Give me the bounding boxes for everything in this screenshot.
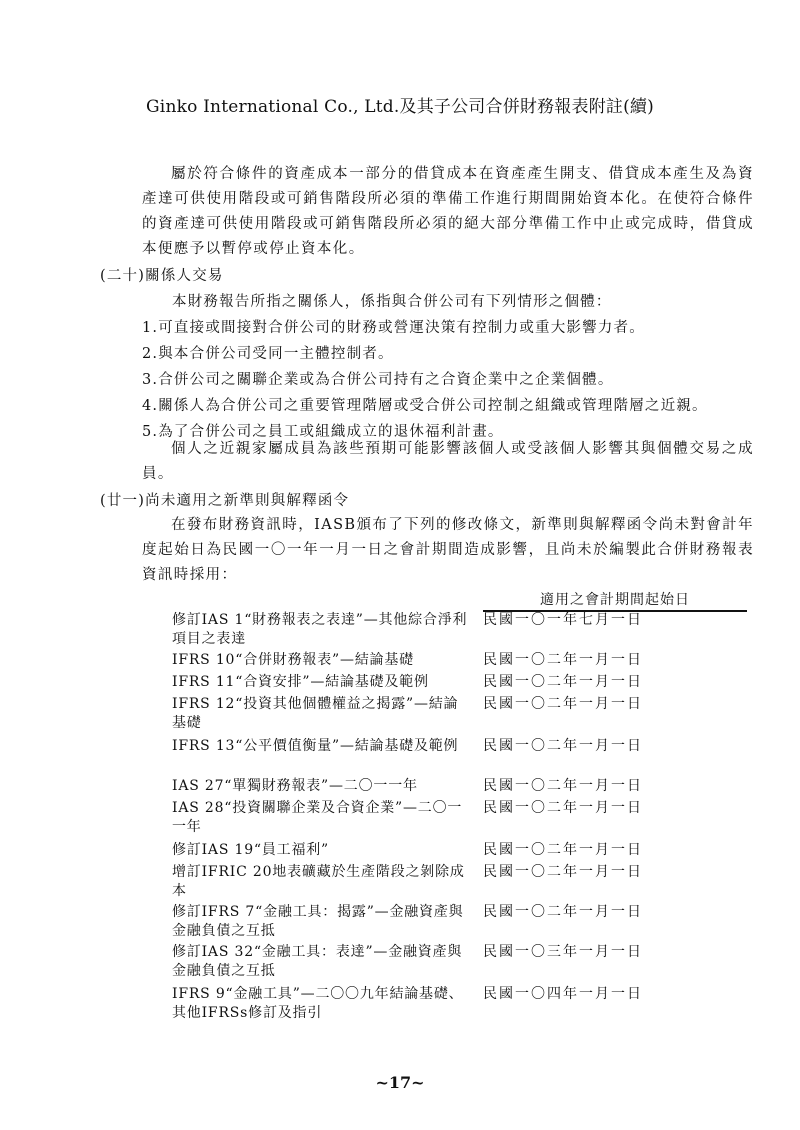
page-number: ~17~ xyxy=(375,1073,425,1092)
section-21-intro: 在發布財務資訊時，IASB頒布了下列的修改條文，新準則與解釋函令尚未對會計年度起始日為民國一〇一年一月一日之會計期間造成影響，且尚未於編製此合併財務報表資訊時採用： xyxy=(142,517,754,583)
effective-date: 民國一〇四年一月一日 xyxy=(483,986,643,1002)
standard-name: 修訂IAS 32“金融工具：表達”—金融資產與金融負債之互抵 xyxy=(172,944,463,979)
borrowing-cost-paragraph: 屬於符合條件的資產成本一部分的借貸成本在資產產生開支、借貸成本產生及為資產達可供使用階段或可銷售階段所必須的準備工作進行期間開始資本化。在使符合條件的資產達可供使用階段或可銷售階段所必須的絕大部分準備工作中止或完成時，借貸成本便應予以暫停或停止資本化。 xyxy=(142,166,754,257)
standard-name: IFRS 9“金融工具”—二〇〇九年結論基礎、其他IFRSs修訂及指引 xyxy=(172,986,464,1021)
standard-name: 增訂IFRIC 20地表礦藏於生產階段之剝除成本 xyxy=(172,864,465,899)
related-party-item-2: 2.與本合併公司受同一主體控制者。 xyxy=(142,346,394,362)
standard-name: IFRS 11“合資安排”—結論基礎及範例 xyxy=(172,674,429,690)
table-header-effective-date: 適用之會計期間起始日 xyxy=(483,589,747,612)
standard-name: IFRS 10“合併財務報表”—結論基礎 xyxy=(172,652,414,668)
related-party-item-5: 5.為了合併公司之員工或組織成立的退休福利計畫。 xyxy=(142,424,504,440)
page-title: Ginko International Co., Ltd.及其子公司合併財務報表附註(續) xyxy=(146,97,654,117)
standard-name: 修訂IAS 19“員工福利” xyxy=(172,842,330,858)
section-20-closing: 個人之近親家屬成員為該些預期可能影響該個人或受該個人影響其與個體交易之成員。 xyxy=(142,441,754,482)
standard-name: IFRS 13“公平價值衡量”—結論基礎及範例 xyxy=(172,738,459,754)
standard-name: 修訂IAS 1“財務報表之表達”—其他綜合淨利項目之表達 xyxy=(172,612,468,647)
effective-date: 民國一〇二年一月一日 xyxy=(483,738,643,754)
standard-name: IAS 27“單獨財務報表”—二〇一一年 xyxy=(172,778,418,794)
effective-date: 民國一〇二年一月一日 xyxy=(483,904,643,920)
related-party-item-3: 3.合併公司之關聯企業或為合併公司持有之合資企業中之企業個體。 xyxy=(142,372,614,388)
standard-name: 修訂IFRS 7“金融工具：揭露”—金融資產與金融負債之互抵 xyxy=(172,904,464,939)
section-21-heading: (廿一)尚未適用之新準則與解釋函令 xyxy=(100,493,350,509)
standard-name: IAS 28“投資關聯企業及合資企業”—二〇一一年 xyxy=(172,800,463,835)
effective-date: 民國一〇二年一月一日 xyxy=(483,674,643,690)
effective-date: 民國一〇二年一月一日 xyxy=(483,652,643,668)
section-20-intro: 本財務報告所指之關係人，係指與合併公司有下列情形之個體： xyxy=(172,294,612,310)
section-20-heading: (二十)關係人交易 xyxy=(100,268,224,284)
standard-name: IFRS 12“投資其他個體權益之揭露”—結論基礎 xyxy=(172,696,459,731)
effective-date: 民國一〇二年一月一日 xyxy=(483,696,643,712)
related-party-item-1: 1.可直接或間接對合併公司的財務或營運決策有控制力或重大影響力者。 xyxy=(142,320,645,336)
effective-date: 民國一〇三年一月一日 xyxy=(483,944,643,960)
related-party-item-4: 4.關係人為合併公司之重要管理階層或受合併公司控制之組織或管理階層之近親。 xyxy=(142,398,708,414)
effective-date: 民國一〇二年一月一日 xyxy=(483,778,643,794)
effective-date: 民國一〇二年一月一日 xyxy=(483,800,643,816)
effective-date: 民國一〇一年七月一日 xyxy=(483,612,643,628)
effective-date: 民國一〇二年一月一日 xyxy=(483,842,643,858)
effective-date: 民國一〇二年一月一日 xyxy=(483,864,643,880)
